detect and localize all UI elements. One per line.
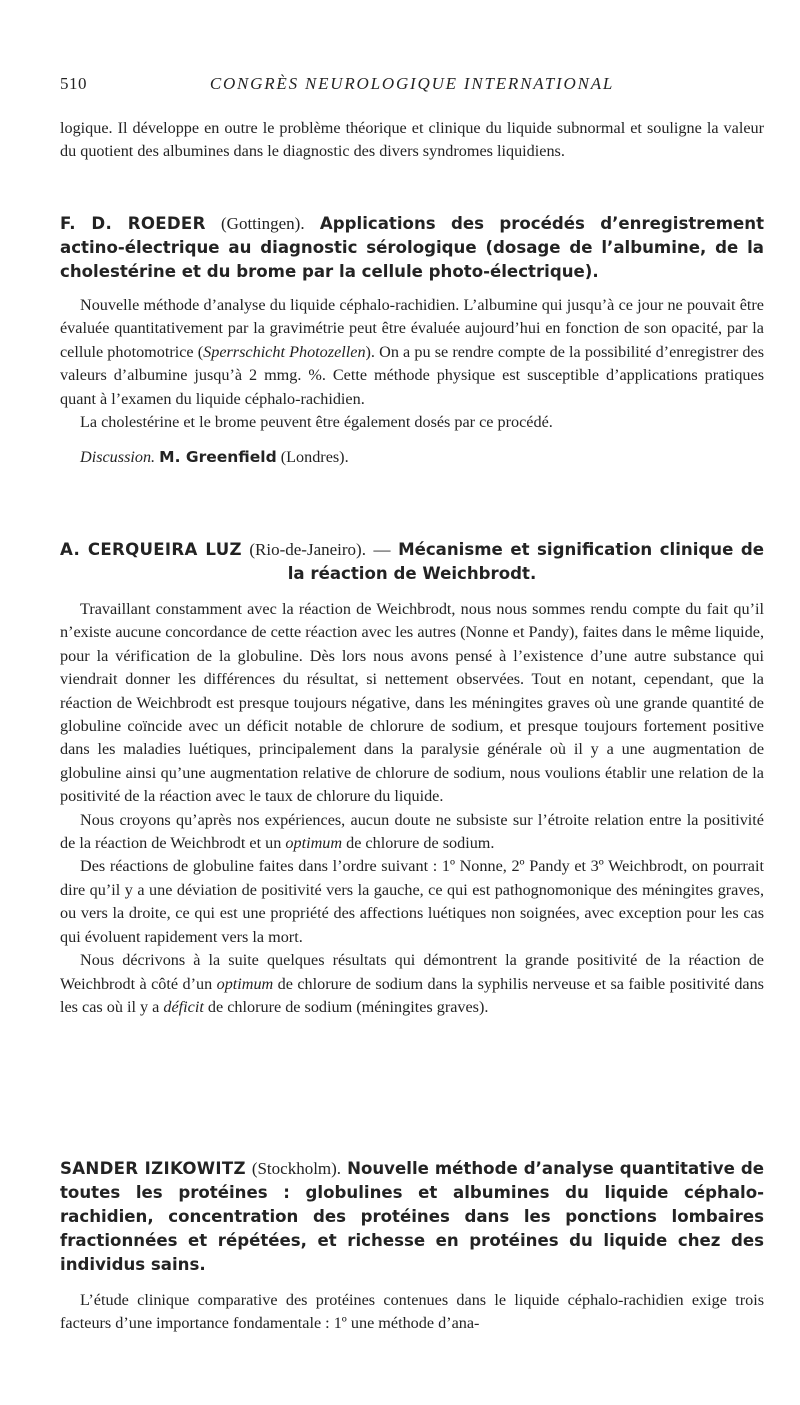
running-head [60, 74, 744, 98]
cerqueira-title: Mécanisme et signification clinique de la réaction de Weichbrodt. [287, 540, 765, 583]
izikowitz-heading [60, 1157, 764, 1277]
cerqueira-paragraph-3: Des réactions de globuline faites dans l’ordre suivant : 1º Nonne, 2º Pandy et 3º Weichbrodt, on pourrait dire qu’il y a une déviation de positivité vers la gauche, ce qui est pathognomonique des méningites graves, ou vers la droite, ce qui est une propriété des affections luétiques non soignées, avec exception pour les cas qui évoluent rapidement vers la mort. [60, 857, 764, 946]
roeder-discussion [60, 446, 764, 469]
roeder-p1-text-a: Nouvelle méthode d’analyse du liquide céphalo-rachidien. L’albumine qui jusqu’à ce jour ne pouvait être évaluée quantitativement par la gravimétrie peut être évaluée aujourd’hui en fonction de son opacité, par la cellule photomotrice ( [60, 296, 764, 361]
cerqueira-dash: — [373, 540, 391, 559]
cerqueira-paragraph-2 [60, 809, 764, 856]
izikowitz-title: Nouvelle méthode d’analyse quantitative de toutes les protéines : globulines et albumines du liquide céphalo-rachidien, concentration des protéines dans les ponctions lombaires fractionnées et répétées, et richesse en protéines du liquide chez des individus sains. [60, 1159, 765, 1274]
cerqueira-p2-text-a: Nous croyons qu’après nos expériences, aucun doute ne subsiste sur l’étroite relation entre la positivité de la réaction de Weichbrodt et un [60, 810, 764, 853]
page-number: 510 [60, 74, 87, 93]
roeder-paragraph-2: La cholestérine et le brome peuvent être également dosés par ce procédé. [80, 413, 553, 432]
intro-paragraph: logique. Il développe en outre le problème théorique et clinique du liquide subnormal et souligne la valeur du quotient des albumines dans le diagnostic des divers syndromes liquidiens. [60, 119, 764, 161]
izikowitz-place: (Stockholm). [251, 1159, 342, 1178]
journal-title: CONGRÈS NEUROLOGIQUE INTERNATIONAL [209, 74, 615, 93]
roeder-p1-italic: Sperrschicht Photozellen [203, 342, 366, 361]
roeder-heading [60, 212, 764, 284]
roeder-title: Applications des procédés d’enregistrement actino-électrique au diagnostic sérologique (dosage de l’albumine, de la cholestérine et du brome par la cellule photo-électrique). [60, 214, 765, 281]
cerqueira-p4-text-c: de chlorure de sodium (méningites graves). [203, 997, 489, 1016]
cerqueira-p4-text-a: Nous décrivons à la suite quelques résultats qui démontrent la grande positivité de la réaction de Weichbrodt à côté d’un [60, 951, 764, 993]
roeder-author: F. D. ROEDER [60, 214, 206, 233]
roeder-place: (Gottingen). [221, 214, 305, 233]
izikowitz-section [60, 1157, 764, 1336]
cerqueira-p4-text-b: de chlorure de sodium dans la syphilis nerveuse et sa faible positivité dans les cas où il y a [60, 974, 764, 1016]
cerqueira-place: (Rio-de-Janeiro). [249, 540, 366, 559]
cerqueira-paragraph-1: Travaillant constamment avec la réaction de Weichbrodt, nous nous sommes rendu compte du fait qu’il n’existe aucune concordance de cette réaction avec les autres (Nonne et Pandy), faites dans le même liquide, pour la vérification de la globuline. Dès lors nous avons pensé à l’existence d’une autre substance qui viendrait donner les différences du résultat, si nettement observées. Tout en notant, cependant, que la réaction de Weichbrodt est presque toujours négative, dans les méningites graves où une grande quantité de globuline coïncide avec un déficit notable de chlorure de sodium, et presque toujours fortement positive dans les maladies luétiques, principalement dans la paralysie générale où il y a une augmentation de globuline ainsi qu’une augmentation relative de chlorure de sodium, nous voulions établir une relation de la positivité de la réaction avec le taux de chlorure du liquide. [60, 600, 764, 806]
cerqueira-p2-italic: optimum [285, 834, 343, 853]
cerqueira-paragraph-4 [60, 949, 764, 1019]
cerqueira-section [60, 538, 764, 1019]
cerqueira-p2-text-b: de chlorure de sodium. [342, 834, 495, 853]
izikowitz-paragraph-1: L’étude clinique comparative des protéines contenues dans le liquide céphalo-rachidien exige trois facteurs d’une importance fondamentale : 1º une méthode d’ana- [60, 1291, 764, 1333]
discussion-place: (Londres). [280, 448, 349, 467]
roeder-section [60, 212, 764, 469]
cerqueira-heading [60, 538, 764, 586]
roeder-paragraph-1 [60, 294, 764, 411]
discussion-name: M. Greenfield [159, 448, 277, 467]
cerqueira-p4-italic-1: optimum [216, 974, 274, 993]
intro-block [60, 117, 764, 164]
cerqueira-p4-italic-2: déficit [163, 997, 204, 1016]
izikowitz-author: SANDER IZIKOWITZ [60, 1159, 246, 1178]
discussion-label: Discussion. [80, 448, 156, 467]
roeder-p1-text-b: ). On a pu se rendre compte de la possibilité d’enregistrer des valeurs d’albumine jusqu’à 2 mmg. %. Cette méthode physique est susceptible d’applications pratiques quant à l’examen du liquide céphalo-rachidien. [60, 342, 764, 408]
cerqueira-author: A. CERQUEIRA LUZ [60, 540, 242, 559]
